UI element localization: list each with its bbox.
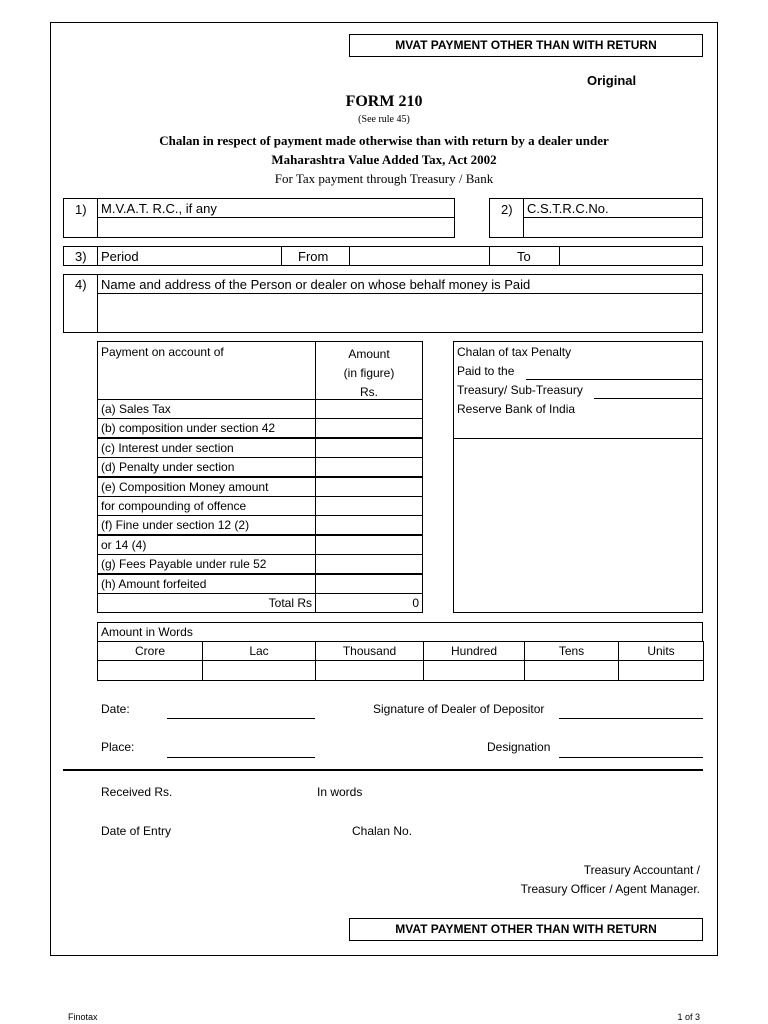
dealer-name-label-cell <box>97 274 703 294</box>
field-3-number: 3) <box>75 249 87 264</box>
total-label: Total Rs <box>268 596 312 610</box>
payment-head-cell <box>97 341 316 400</box>
payment-row-amount-input[interactable] <box>315 477 423 497</box>
words-col-input[interactable] <box>423 660 525 681</box>
words-col-label: Hundred <box>450 644 498 658</box>
payment-row-label <box>97 535 316 555</box>
field-2-number: 2) <box>501 202 513 217</box>
signature-input[interactable] <box>559 718 703 719</box>
words-col-input[interactable] <box>202 660 316 681</box>
from-label: From <box>298 249 329 264</box>
words-col-label: Lac <box>249 644 269 658</box>
payment-row-amount-input[interactable] <box>315 515 423 535</box>
payment-row-text: for compounding of offence <box>101 499 247 513</box>
field-2-number-cell <box>489 198 524 238</box>
payment-row-label <box>97 554 316 574</box>
top-banner <box>349 34 703 57</box>
chalan-line-3: Treasury/ Sub-Treasury <box>457 383 583 397</box>
field-4-number-cell <box>63 274 98 333</box>
words-col-label: Crore <box>134 644 165 658</box>
payment-row-label <box>97 399 316 419</box>
cst-rc-label: C.S.T.R.C.No. <box>527 201 609 216</box>
heading-line-1: Chalan in respect of payment made otherwise than with return by a dealer under <box>159 133 609 148</box>
period-to-input[interactable] <box>559 246 703 266</box>
payment-row-label <box>97 477 316 497</box>
accountant-line-2: Treasury Officer / Agent Manager. <box>520 882 700 896</box>
date-label: Date: <box>101 702 130 716</box>
payment-row-amount-input[interactable] <box>315 496 423 516</box>
field-3-number-cell <box>63 246 98 266</box>
words-col-input[interactable] <box>97 660 203 681</box>
to-label-cell <box>489 246 560 266</box>
mvat-rc-input[interactable] <box>97 217 455 238</box>
paid-to-underline[interactable] <box>526 379 703 380</box>
payment-row-label <box>97 496 316 516</box>
payment-row-text: (e) Composition Money amount <box>101 480 269 494</box>
chalan-line-4: Reserve Bank of India <box>457 402 576 416</box>
words-col-input[interactable] <box>315 660 424 681</box>
period-from-input[interactable] <box>349 246 490 266</box>
words-col-label: Units <box>647 644 675 658</box>
amount-head-2: (in figure) <box>343 366 395 380</box>
words-col-head <box>97 641 203 661</box>
date-input[interactable] <box>167 718 315 719</box>
payment-head: Payment on account of <box>101 345 224 359</box>
amount-head-1: Amount <box>348 347 390 361</box>
payment-row-text: or 14 (4) <box>101 538 147 552</box>
payment-row-amount-input[interactable] <box>315 418 423 438</box>
bottom-banner <box>349 918 703 941</box>
top-banner-text: MVAT PAYMENT OTHER THAN WITH RETURN <box>395 38 657 52</box>
chalan-line-2: Paid to the <box>457 364 515 378</box>
payment-row-text: (f) Fine under section 12 (2) <box>101 518 250 532</box>
received-label: Received Rs. <box>101 785 173 799</box>
payment-row-text: (d) Penalty under section <box>101 460 235 474</box>
cst-rc-input[interactable] <box>523 217 703 238</box>
payment-row-amount-input[interactable] <box>315 457 423 477</box>
in-words-label: In words <box>317 785 363 799</box>
words-col-head <box>618 641 704 661</box>
place-input[interactable] <box>167 757 315 758</box>
chalan-box-body <box>453 438 703 613</box>
signature-label: Signature of Dealer of Depositor <box>373 702 545 716</box>
words-col-input[interactable] <box>618 660 704 681</box>
cst-rc-label-cell <box>523 198 703 218</box>
accountant-line-1: Treasury Accountant / <box>583 863 700 877</box>
words-col-label: Thousand <box>342 644 397 658</box>
dealer-name-input[interactable] <box>97 293 703 333</box>
amount-head-cell <box>315 341 423 400</box>
words-title-cell <box>97 622 703 642</box>
rule-reference: (See rule 45) <box>358 114 410 125</box>
payment-row-label <box>97 438 316 458</box>
words-col-head <box>202 641 316 661</box>
place-label: Place: <box>101 740 135 754</box>
words-col-head <box>524 641 619 661</box>
copy-label: Original <box>587 73 637 88</box>
words-title: Amount in Words <box>101 625 193 639</box>
payment-row-amount-input[interactable] <box>315 535 423 555</box>
payment-row-text: (a) Sales Tax <box>101 402 171 416</box>
subheading: For Tax payment through Treasury / Bank <box>274 171 494 186</box>
designation-input[interactable] <box>559 757 703 758</box>
chalan-no-label: Chalan No. <box>352 824 413 838</box>
total-value: 0 <box>412 596 419 610</box>
date-of-entry-label: Date of Entry <box>101 824 172 838</box>
form-number: FORM 210 <box>345 93 423 110</box>
to-label: To <box>517 249 531 264</box>
from-label-cell <box>281 246 350 266</box>
words-col-head <box>423 641 525 661</box>
payment-row-amount-input[interactable] <box>315 554 423 574</box>
payment-row-text: (b) composition under section 42 <box>101 421 276 435</box>
period-label: Period <box>101 249 139 264</box>
payment-row-label <box>97 457 316 477</box>
mvat-rc-label: M.V.A.T. R.C., if any <box>101 201 217 216</box>
period-label-cell <box>97 246 282 266</box>
payment-row-amount-input[interactable] <box>315 438 423 458</box>
payment-row-label <box>97 515 316 535</box>
payment-row-text: (h) Amount forfeited <box>101 577 207 591</box>
footer-page: 1 of 3 <box>677 1012 700 1022</box>
mvat-rc-label-cell <box>97 198 455 218</box>
field-1-number-cell <box>63 198 98 238</box>
chalan-box-top <box>453 341 703 439</box>
payment-row-text: (c) Interest under section <box>101 441 234 455</box>
treasury-underline[interactable] <box>594 398 703 399</box>
payment-row-label <box>97 574 316 594</box>
heading-line-2: Maharashtra Value Added Tax, Act 2002 <box>271 152 497 167</box>
designation-label: Designation <box>487 740 551 754</box>
total-label-cell <box>97 593 316 613</box>
words-col-head <box>315 641 424 661</box>
dealer-name-label: Name and address of the Person or dealer on whose behalf money is Paid <box>101 277 531 292</box>
bottom-banner-text: MVAT PAYMENT OTHER THAN WITH RETURN <box>395 922 657 936</box>
words-col-label: Tens <box>558 644 585 658</box>
footer-brand: Finotax <box>68 1012 98 1022</box>
chalan-line-1: Chalan of tax Penalty <box>457 345 572 359</box>
payment-row-label <box>97 418 316 438</box>
payment-row-text: (g) Fees Payable under rule 52 <box>101 557 267 571</box>
field-1-number: 1) <box>75 202 87 217</box>
field-4-number: 4) <box>75 277 87 292</box>
payment-row-amount-input[interactable] <box>315 399 423 419</box>
amount-head-3: Rs. <box>360 385 378 399</box>
payment-row-amount-input[interactable] <box>315 574 423 594</box>
section-divider <box>63 769 703 771</box>
words-col-input[interactable] <box>524 660 619 681</box>
total-value-cell <box>315 593 423 613</box>
